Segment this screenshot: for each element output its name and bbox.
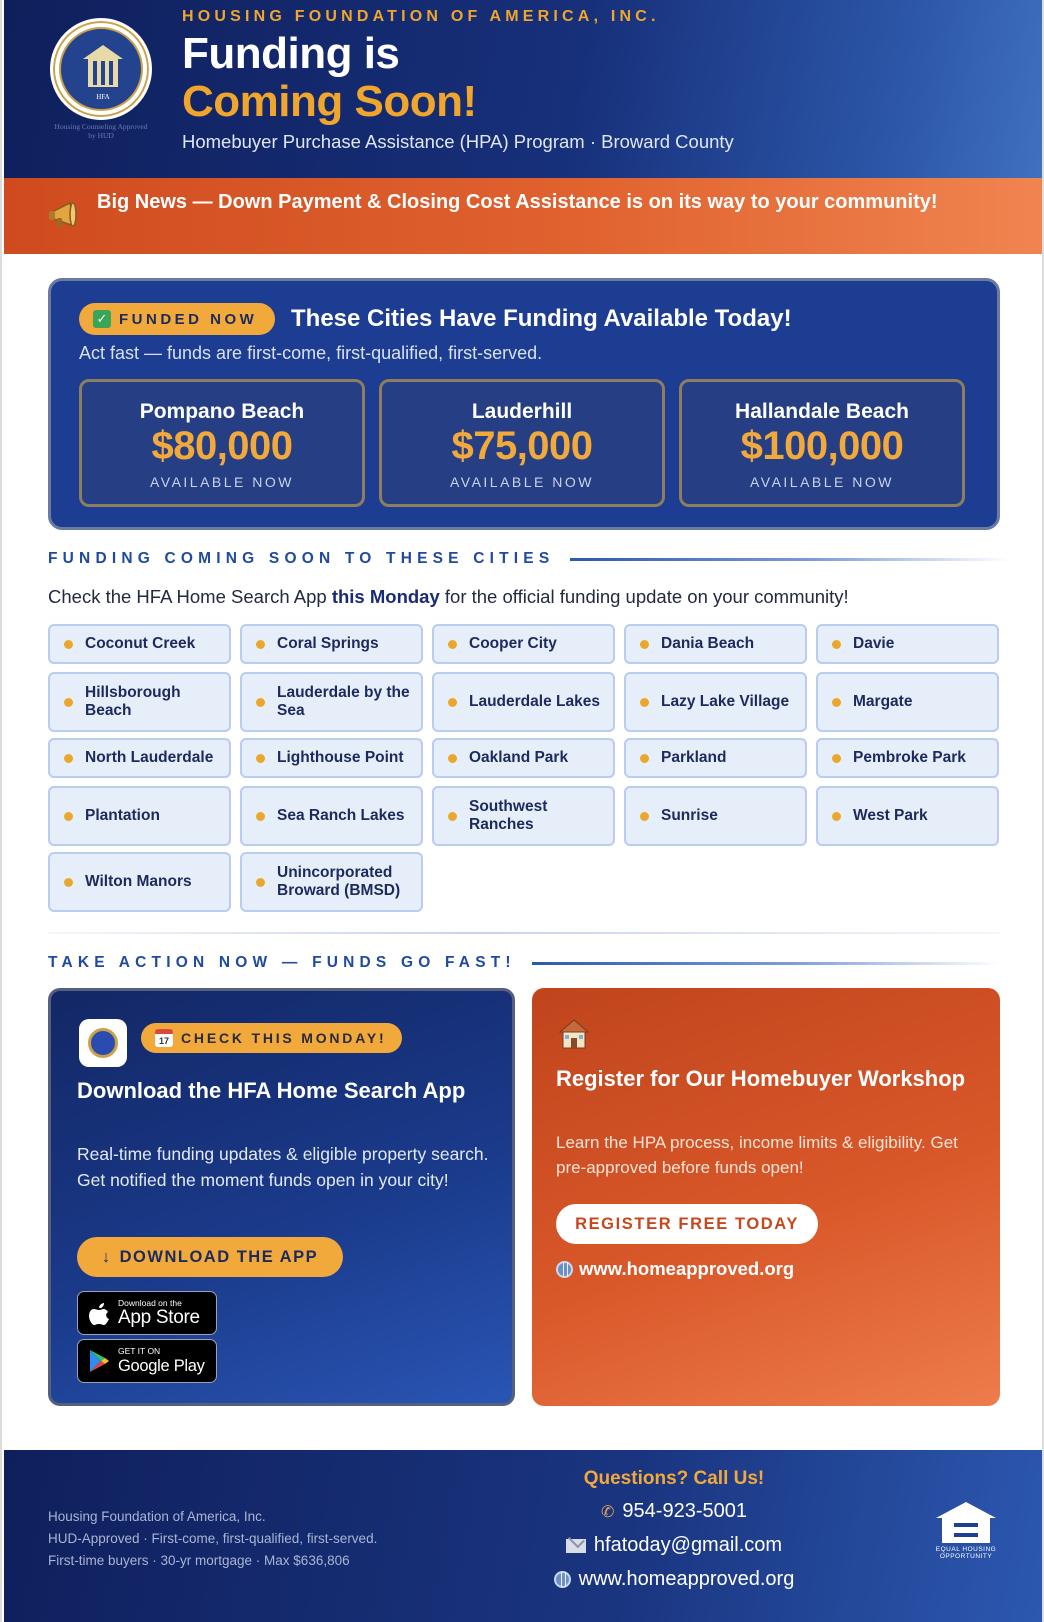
house-icon: [83, 45, 123, 89]
bullet-icon: [832, 698, 841, 707]
footer-info: [48, 1506, 377, 1572]
funded-now-badge: [79, 303, 275, 335]
city-chip-label: Southwest Ranches: [469, 798, 548, 833]
funded-city-status: AVAILABLE NOW: [449, 474, 594, 490]
bullet-icon: [64, 640, 73, 649]
bullet-icon: [64, 698, 73, 707]
equal-housing-text: EQUAL HOUSING OPPORTUNITY: [935, 1546, 997, 1560]
bullet-icon: [256, 878, 265, 887]
city-chip: [624, 672, 807, 732]
bullet-icon: [448, 754, 457, 763]
funded-city-name: Lauderhill: [471, 400, 573, 423]
city-chip-label: Dania Beach: [661, 635, 755, 652]
city-chip-label: West Park: [853, 807, 928, 824]
bullet-icon: [448, 698, 457, 707]
city-chip-label: Sea Ranch Lakes: [277, 807, 405, 824]
city-chip-label: Coconut Creek: [85, 635, 196, 652]
bullet-icon: [640, 754, 649, 763]
footer-email[interactable]: [524, 1534, 824, 1557]
bullet-icon: [256, 812, 265, 821]
city-chip-label: Lauderdale by the Sea: [277, 684, 410, 719]
footer-email-address: hfatoday@gmail.com: [593, 1534, 783, 1556]
note-text: for the official funding update on your community!: [439, 586, 849, 607]
city-chip-label: Wilton Manors: [85, 873, 192, 890]
header: [4, 0, 1042, 178]
bullet-icon: [256, 640, 265, 649]
funded-city-card: [679, 379, 965, 507]
city-chip: [240, 786, 423, 846]
city-chip-label: Unincorporated Broward (BMSD): [277, 864, 401, 899]
page-title-line1: Funding is: [182, 29, 400, 78]
footer-website-url: www.homeapproved.org: [578, 1568, 795, 1590]
workshop-description: Learn the HPA process, income limits & eligibility. Get pre-approved before funds open!: [556, 1133, 958, 1177]
city-chip-label: Sunrise: [661, 807, 718, 824]
page-title-line2: Coming Soon!: [182, 77, 477, 126]
bullet-icon: [832, 754, 841, 763]
megaphone-icon: [48, 200, 84, 230]
register-button[interactable]: REGISTER FREE TODAY: [556, 1204, 818, 1244]
city-chip: [624, 786, 807, 846]
city-chip-label: Lighthouse Point: [277, 749, 404, 766]
funded-city-card: [379, 379, 665, 507]
workshop-card: [532, 988, 1000, 1406]
city-chip-label: Hillsborough Beach: [85, 684, 181, 719]
city-chip-label: North Lauderdale: [85, 749, 214, 766]
city-chip: [48, 852, 231, 912]
equal-housing-logo: [934, 1502, 998, 1564]
bullet-icon: [640, 812, 649, 821]
calendar-icon: 17: [155, 1029, 173, 1047]
city-chip: [240, 672, 423, 732]
app-store-label: App Store: [118, 1307, 200, 1328]
bullet-icon: [832, 812, 841, 821]
city-chip-label: Cooper City: [469, 635, 557, 652]
coming-soon-note: [48, 586, 849, 608]
city-chip: [240, 738, 423, 778]
heading-rule: [570, 558, 1010, 561]
house-icon: [558, 1018, 590, 1050]
workshop-url: www.homeapproved.org: [579, 1258, 795, 1279]
footer-phone[interactable]: [524, 1500, 824, 1523]
footer-org: Housing Foundation of America, Inc.: [48, 1509, 266, 1524]
funded-city-name: Hallandale Beach: [735, 400, 909, 423]
check-icon: ✓: [93, 310, 111, 328]
funded-city-card: [79, 379, 365, 507]
note-emphasis: this Monday: [331, 586, 440, 607]
news-text: Big News — Down Payment & Closing Cost Assistance is on its way to your community!: [97, 191, 938, 213]
city-chip: [624, 738, 807, 778]
coming-soon-heading: [48, 550, 1010, 568]
bullet-icon: [640, 698, 649, 707]
hfa-app-icon: [79, 1019, 127, 1067]
city-chip: [624, 624, 807, 664]
city-chip: [432, 624, 615, 664]
bullet-icon: [832, 640, 841, 649]
footer-questions: Questions? Call Us!: [583, 1468, 765, 1489]
google-play-badge[interactable]: [77, 1339, 217, 1383]
download-app-label: DOWNLOAD THE APP: [119, 1247, 319, 1266]
city-chip-label: Margate: [853, 693, 913, 710]
bullet-icon: [256, 698, 265, 707]
funded-title: These Cities Have Funding Available Today!: [291, 305, 792, 332]
globe-icon: [556, 1261, 573, 1278]
google-play-small-text: GET IT ON: [118, 1346, 161, 1356]
funded-now-badge-label: FUNDED NOW: [119, 310, 258, 328]
funded-city-amount: $75,000: [451, 424, 593, 468]
bullet-icon: [448, 640, 457, 649]
city-chip: [48, 624, 231, 664]
note-text: Check the HFA Home Search App: [48, 586, 332, 607]
check-monday-label: CHECK THIS MONDAY!: [181, 1030, 387, 1046]
city-chip-label: Plantation: [85, 807, 160, 824]
google-play-label: Google Play: [118, 1357, 205, 1375]
bullet-icon: [256, 754, 265, 763]
city-chip: [48, 786, 231, 846]
workshop-link[interactable]: [556, 1258, 794, 1280]
app-card-title: Download the HFA Home Search App: [77, 1078, 466, 1103]
news-banner: [4, 178, 1042, 254]
apple-icon: [88, 1300, 110, 1326]
logo-caption: Housing Counseling Approved by HUD: [54, 122, 148, 140]
logo-ring: [59, 27, 143, 111]
city-chip: [240, 624, 423, 664]
city-chip: [240, 852, 423, 912]
city-chip: [48, 672, 231, 732]
city-chip-label: Coral Springs: [277, 635, 379, 652]
check-monday-badge: [141, 1023, 402, 1053]
download-arrow-icon: ↓: [101, 1247, 112, 1266]
city-chip: [816, 738, 999, 778]
city-chip-label: Oakland Park: [469, 749, 569, 766]
phone-icon: ✆: [601, 1503, 615, 1521]
heading-rule: [532, 962, 1002, 965]
bullet-icon: [448, 812, 457, 821]
funded-city-name: Pompano Beach: [139, 400, 305, 423]
city-chip: [816, 624, 999, 664]
footer-phone-number: 954-923-5001: [622, 1500, 747, 1522]
city-chip-label: Parkland: [661, 749, 727, 766]
city-chip: [816, 786, 999, 846]
footer-terms: First-time buyers · 30-yr mortgage · Max $636,806: [48, 1553, 350, 1568]
bullet-icon: [64, 812, 73, 821]
city-chip: [432, 672, 615, 732]
app-store-badge[interactable]: [77, 1291, 217, 1335]
city-chip-label: Lazy Lake Village: [661, 693, 790, 710]
city-chip-label: Pembroke Park: [853, 749, 966, 766]
workshop-title: Register for Our Homebuyer Workshop: [556, 1066, 966, 1091]
google-play-icon: [88, 1349, 110, 1373]
funded-city-status: AVAILABLE NOW: [749, 474, 894, 490]
footer: [4, 1450, 1042, 1622]
city-chip: [816, 672, 999, 732]
city-chip-label: Davie: [853, 635, 895, 652]
app-card-description: Real-time funding updates & eligible property search. Get notified the moment funds open in your city!: [77, 1144, 489, 1190]
page-subtitle: Homebuyer Purchase Assistance (HPA) Program · Broward County: [182, 131, 734, 152]
coming-soon-heading-text: FUNDING COMING SOON TO THESE CITIES: [48, 550, 555, 567]
footer-website[interactable]: [524, 1568, 824, 1591]
bullet-icon: [64, 754, 73, 763]
footer-approval: HUD-Approved · First-come, first-qualified, first-served.: [48, 1531, 378, 1546]
bullet-icon: [64, 878, 73, 887]
funded-subtitle: Act fast — funds are first-come, first-qualified, first-served.: [79, 343, 543, 363]
section-divider: [48, 932, 1000, 934]
download-app-button[interactable]: [77, 1237, 343, 1277]
city-chip: [432, 786, 615, 846]
globe-icon: [554, 1571, 571, 1588]
logo-ring-text: HFA: [96, 93, 110, 101]
bullet-icon: [640, 640, 649, 649]
city-chip-label: Lauderdale Lakes: [469, 693, 600, 710]
take-action-heading: [48, 954, 1002, 972]
app-store-small-text: Download on the: [118, 1298, 182, 1308]
funded-city-amount: $80,000: [151, 424, 293, 468]
take-action-heading-text: TAKE ACTION NOW — FUNDS GO FAST!: [48, 954, 516, 971]
city-chip: [48, 738, 231, 778]
funded-city-amount: $100,000: [740, 424, 904, 468]
funded-now-card: [48, 278, 1000, 530]
funded-city-status: AVAILABLE NOW: [149, 474, 294, 490]
org-name: HOUSING FOUNDATION OF AMERICA, INC.: [182, 8, 660, 25]
download-app-card: [48, 988, 515, 1406]
mail-icon: [566, 1539, 586, 1553]
hfa-logo: [50, 18, 152, 120]
city-chip: [432, 738, 615, 778]
